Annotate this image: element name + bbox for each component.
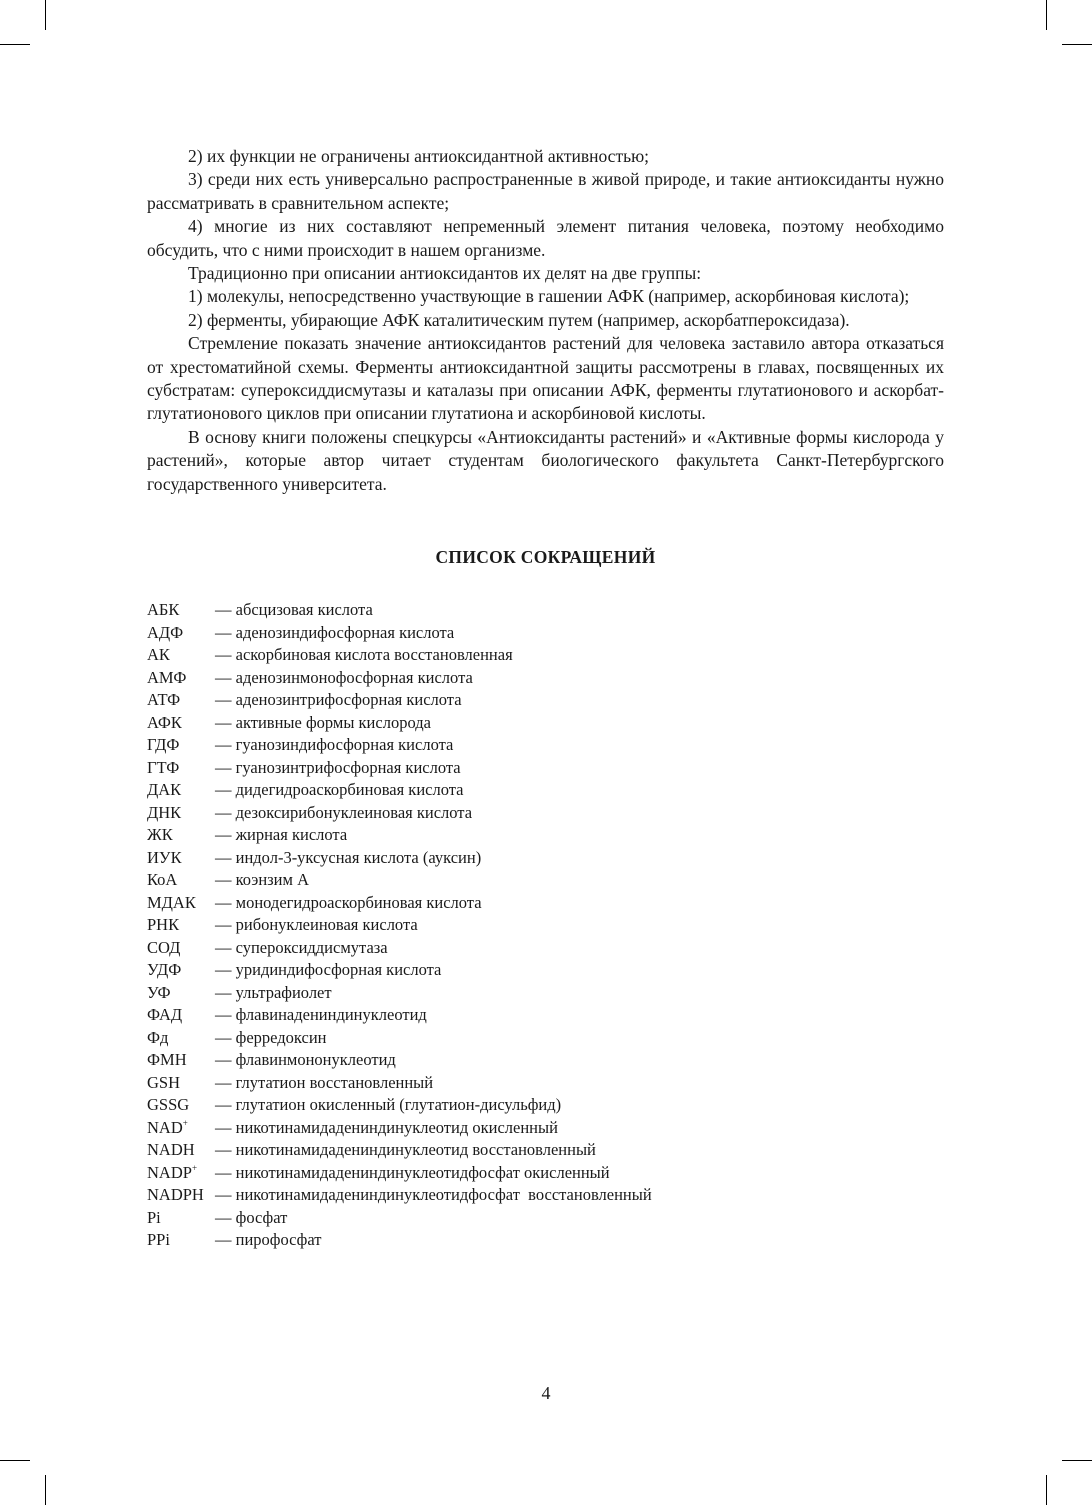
paragraph: 2) ферменты, убирающие АФК каталитическим путем (например, аскорбатпероксидаза). xyxy=(188,309,850,330)
abbreviation-term xyxy=(147,1094,215,1117)
abbreviation-term xyxy=(147,599,215,622)
abbreviation-row xyxy=(147,982,944,1005)
abbreviation-definition: — супероксиддисмутаза xyxy=(215,937,388,957)
abbreviation-row xyxy=(147,914,944,937)
abbreviation-term xyxy=(147,937,215,960)
abbreviation-definition: — монодегидроаскорбиновая кислота xyxy=(215,892,482,912)
abbreviation-definition: — аскорбиновая кислота восстановленная xyxy=(215,645,513,665)
abbreviation-term-text: GSSG xyxy=(147,1095,190,1115)
abbreviation-definition: — гуанозиндифосфорная кислота xyxy=(215,735,454,755)
abbreviation-term xyxy=(147,667,215,690)
abbreviation-row xyxy=(147,937,944,960)
abbreviation-definition: — глутатион окисленный (глутатион-дисульфид) xyxy=(215,1095,562,1115)
abbreviation-row xyxy=(147,892,944,915)
paragraph: Традиционно при описании антиоксидантов их делят на две группы: xyxy=(188,263,702,284)
abbreviation-definition: — никотинамидадениндинуклеотид восстановленный xyxy=(215,1140,596,1160)
abbreviation-row xyxy=(147,1027,944,1050)
abbreviation-row xyxy=(147,734,944,757)
paragraph: 4) многие из них составляют непременный элемент питания человека, поэтому необходимо обсудить, что с ними происходит в нашем организме. xyxy=(147,216,944,260)
crop-mark xyxy=(0,44,30,45)
paragraph: 1) молекулы, непосредственно участвующие в гашении АФК (например, аскорбиновая кислота); xyxy=(188,286,910,307)
abbreviation-definition: — гуанозинтрифосфорная кислота xyxy=(215,757,461,777)
crop-mark xyxy=(45,0,46,30)
abbreviation-term xyxy=(147,757,215,780)
abbreviation-term-text: УФ xyxy=(147,982,171,1002)
page-content xyxy=(147,145,944,1252)
abbreviation-term xyxy=(147,892,215,915)
abbreviation-term xyxy=(147,1229,215,1252)
abbreviation-term-text: NADPH xyxy=(147,1185,204,1205)
abbreviation-term xyxy=(147,712,215,735)
abbreviation-row xyxy=(147,1207,944,1230)
abbreviation-term-text: NAD xyxy=(147,1117,183,1137)
abbreviation-row xyxy=(147,1139,944,1162)
abbreviation-term xyxy=(147,847,215,870)
abbreviation-row xyxy=(147,779,944,802)
abbreviation-term-text: ФМН xyxy=(147,1050,187,1070)
abbreviation-superscript: + xyxy=(191,1162,198,1173)
abbreviation-row xyxy=(147,622,944,645)
abbreviation-row xyxy=(147,824,944,847)
abbreviation-term xyxy=(147,1139,215,1162)
abbreviation-term-text: PPi xyxy=(147,1230,170,1250)
abbreviation-row xyxy=(147,1072,944,1095)
abbreviation-term-text: КоА xyxy=(147,870,178,890)
abbreviation-term-text: СОД xyxy=(147,937,181,957)
abbreviation-term-text: РНК xyxy=(147,915,180,935)
abbreviation-row xyxy=(147,757,944,780)
abbreviation-superscript: + xyxy=(182,1117,188,1128)
abbreviation-row xyxy=(147,1229,944,1252)
abbreviation-term-text: ГДФ xyxy=(147,735,180,755)
abbreviation-term-text: АБК xyxy=(147,600,180,620)
abbreviation-term xyxy=(147,1207,215,1230)
abbreviation-definition: — пирофосфат xyxy=(215,1230,322,1250)
abbreviation-term xyxy=(147,1049,215,1072)
abbreviation-term-text: ДНК xyxy=(147,802,182,822)
crop-mark xyxy=(1046,0,1047,30)
abbreviation-term xyxy=(147,869,215,892)
abbreviation-definition: — флавинадениндинуклеотид xyxy=(215,1005,427,1025)
abbreviation-term-text: АТФ xyxy=(147,690,181,710)
abbreviation-definition: — никотинамидадениндинуклеотидфосфат восстановленный xyxy=(215,1185,652,1205)
abbreviation-row xyxy=(147,802,944,825)
abbreviation-term-text: Pi xyxy=(147,1207,161,1227)
page-number: 4 xyxy=(541,1383,551,1403)
abbreviation-term-text: ГТФ xyxy=(147,757,180,777)
abbreviation-row xyxy=(147,644,944,667)
abbreviation-definition: — дезоксирибонуклеиновая кислота xyxy=(215,802,473,822)
abbreviation-term xyxy=(147,982,215,1005)
abbreviation-definition: — аденозинмонофосфорная кислота xyxy=(215,667,473,687)
abbreviation-definition: — ферредоксин xyxy=(215,1027,327,1047)
abbreviation-term-text: АК xyxy=(147,645,170,665)
abbreviation-row xyxy=(147,1162,944,1185)
abbreviation-row xyxy=(147,847,944,870)
crop-mark xyxy=(45,1475,46,1505)
body-text xyxy=(147,145,944,496)
abbreviation-row xyxy=(147,869,944,892)
abbreviation-term xyxy=(147,1072,215,1095)
abbreviation-term xyxy=(147,1117,215,1140)
paragraph: 3) среди них есть универсально распространенные в живой природе, и такие антиоксиданты нужно рассматривать в сравнительном аспекте; xyxy=(147,169,944,213)
abbreviation-definition: — жирная кислота xyxy=(215,825,348,845)
abbreviation-definition: — аденозиндифосфорная кислота xyxy=(215,622,455,642)
abbreviation-definition: — рибонуклеиновая кислота xyxy=(215,915,418,935)
abbreviation-term xyxy=(147,1184,215,1207)
abbreviation-definition: — глутатион восстановленный xyxy=(215,1072,434,1092)
abbreviation-row xyxy=(147,1049,944,1072)
abbreviation-definition: — дидегидроаскорбиновая кислота xyxy=(215,780,464,800)
abbreviation-term xyxy=(147,914,215,937)
paragraph: Стремление показать значение антиоксидантов растений для человека заставило автора отказаться от хрестоматийной схемы. Ферменты антиоксидантной защиты рассмотрены в главах, посвященных их субстратам: супероксиддисмутазы и каталазы при описании АФК, ферменты глутатионового и аскорбат-глутатионового циклов при описании глутатиона и аскорбиновой кислоты. xyxy=(147,333,944,424)
abbreviation-row xyxy=(147,1004,944,1027)
abbreviation-term xyxy=(147,779,215,802)
abbreviation-term xyxy=(147,1162,215,1185)
paragraph: В основу книги положены спецкурсы «Антиоксиданты растений» и «Активные формы кислорода у растений», которые автор читает студентам биологического факультета Санкт-Петербургского государственного университета. xyxy=(147,426,944,494)
abbreviation-definition: — никотинамидадениндинуклеотид окисленный xyxy=(215,1117,558,1137)
abbreviation-row xyxy=(147,1094,944,1117)
abbreviation-term xyxy=(147,644,215,667)
section-title: СПИСОК СОКРАЩЕНИЙ xyxy=(435,547,656,568)
crop-mark xyxy=(1046,1475,1047,1505)
abbreviation-term xyxy=(147,959,215,982)
abbreviation-term-text: АФК xyxy=(147,712,182,732)
abbreviation-definition: — активные формы кислорода xyxy=(215,712,431,732)
abbreviation-term-text: ИУК xyxy=(147,847,182,867)
abbreviation-definition: — ультрафиолет xyxy=(215,982,332,1002)
abbreviation-definition: — индол-3-уксусная кислота (ауксин) xyxy=(215,847,482,867)
abbreviation-term-text: ФАД xyxy=(147,1005,183,1025)
abbreviation-term xyxy=(147,1004,215,1027)
abbreviation-term-text: GSH xyxy=(147,1072,181,1092)
abbreviation-definition: — фосфат xyxy=(215,1207,288,1227)
abbreviation-definition: — флавинмононуклеотид xyxy=(215,1050,396,1070)
paragraph: 2) их функции не ограничены антиоксидантной активностью; xyxy=(188,146,650,166)
crop-mark xyxy=(0,1460,30,1461)
abbreviation-term xyxy=(147,824,215,847)
abbreviation-row xyxy=(147,959,944,982)
abbreviation-term-text: УДФ xyxy=(147,960,182,980)
abbreviation-definition: — абсцизовая кислота xyxy=(215,600,373,620)
abbreviation-term-text: ЖК xyxy=(147,825,173,845)
abbreviation-row xyxy=(147,667,944,690)
abbreviation-term xyxy=(147,802,215,825)
crop-mark xyxy=(1062,44,1092,45)
abbreviation-list xyxy=(147,599,944,1252)
abbreviation-definition: — никотинамидадениндинуклеотидфосфат окисленный xyxy=(215,1162,610,1182)
abbreviation-term xyxy=(147,1027,215,1050)
abbreviation-term-text: АМФ xyxy=(147,667,187,687)
abbreviation-term-text: NADH xyxy=(147,1140,195,1160)
abbreviation-definition: — коэнзим А xyxy=(215,870,309,890)
abbreviation-term xyxy=(147,689,215,712)
abbreviation-term-text: МДАК xyxy=(147,892,196,912)
abbreviation-row xyxy=(147,712,944,735)
crop-mark xyxy=(1062,1460,1092,1461)
abbreviation-term-text: АДФ xyxy=(147,622,184,642)
abbreviation-row xyxy=(147,599,944,622)
abbreviation-row xyxy=(147,1184,944,1207)
abbreviation-term xyxy=(147,734,215,757)
abbreviation-term xyxy=(147,622,215,645)
abbreviation-term-text: Фд xyxy=(147,1027,169,1047)
abbreviation-definition: — аденозинтрифосфорная кислота xyxy=(215,690,462,710)
abbreviation-term-text: ДАК xyxy=(147,780,182,800)
abbreviation-definition: — уридиндифосфорная кислота xyxy=(215,960,442,980)
abbreviation-term-text: NADP xyxy=(147,1162,192,1182)
abbreviation-row xyxy=(147,689,944,712)
abbreviation-row xyxy=(147,1117,944,1140)
